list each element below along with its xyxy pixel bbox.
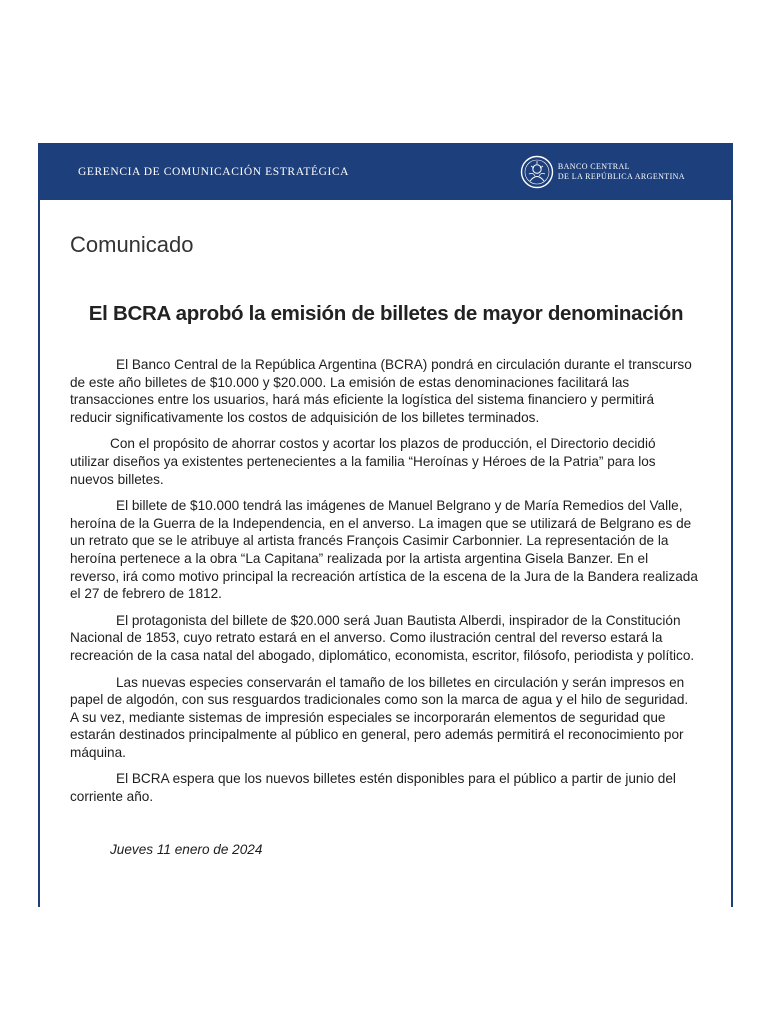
body-paragraph: El BCRA espera que los nuevos billetes estén disponibles para el público a partir de junio del corriente año. [70, 771, 676, 805]
document-type: Comunicado [70, 232, 194, 257]
body-paragraph: El protagonista del billete de $20.000 será Juan Bautista Alberdi, inspirador de la Constitución Nacional de 1853, cuyo retrato estará en el anverso. Como ilustración central del reverso estará la recreación de la casa natal del abogado, diplomático, economista, escritor, filósofo, periodista y político. [70, 612, 695, 663]
bank-name [558, 162, 685, 182]
body-paragraph: Con el propósito de ahorrar costos y acortar los plazos de producción, el Directorio decidió utilizar diseños ya existentes pertenecientes a la familia “Heroínas y Héroes de la Patria” para los nuevos billetes. [70, 436, 656, 487]
document-body [70, 356, 698, 815]
bcra-seal-icon [520, 155, 554, 189]
body-paragraph: El Banco Central de la República Argentina (BCRA) pondrá en circulación durante el transcurso de este año billetes de $10.000 y $20.000. La emisión de estas denominaciones facilitará las transacciones entre los usuarios, hará más eficiente la logística del sistema financiero y permitirá reducir significativamente los costos de adquisición de los billetes terminados. [70, 357, 692, 425]
bank-brand [520, 155, 685, 189]
bank-name-line2: DE LA REPÚBLICA ARGENTINA [557, 171, 685, 181]
body-paragraph: Las nuevas especies conservarán el tamaño de los billetes en circulación y serán impresos en papel de algodón, con sus resguardos tradicionales como son la marca de agua y el hilo de seguridad. A su vez, mediante sistemas de impresión especiales se incorporarán elementos de seguridad que estarán destinados principalmente al público en general, pero además permitirá el reconocimiento por máquina. [70, 674, 689, 760]
bank-name-line1: BANCO CENTRAL [557, 161, 630, 171]
publication-date: Jueves 11 enero de 2024 [110, 842, 263, 857]
department-name: GERENCIA DE COMUNICACIÓN ESTRATÉGICA [78, 165, 350, 178]
header-band [38, 143, 733, 200]
body-paragraph: El billete de $10.000 tendrá las imágenes de Manuel Belgrano y de María Remedios del Valle, heroína de la Guerra de la Independencia, en el anverso. La imagen que se utilizará de Belgrano es de un retrato que se le atribuye al artista francés François Casimir Carbonnier. La representación de la heroína pertenece a la obra “La Capitana” realizada por la artista argentina Gisela Banzer. En el reverso, irá como motivo principal la recreación artística de la escena de la Jura de la Bandera realizada el 27 de febrero de 1812. [70, 498, 698, 602]
document-title: El BCRA aprobó la emisión de billetes de mayor denominación [88, 302, 684, 325]
